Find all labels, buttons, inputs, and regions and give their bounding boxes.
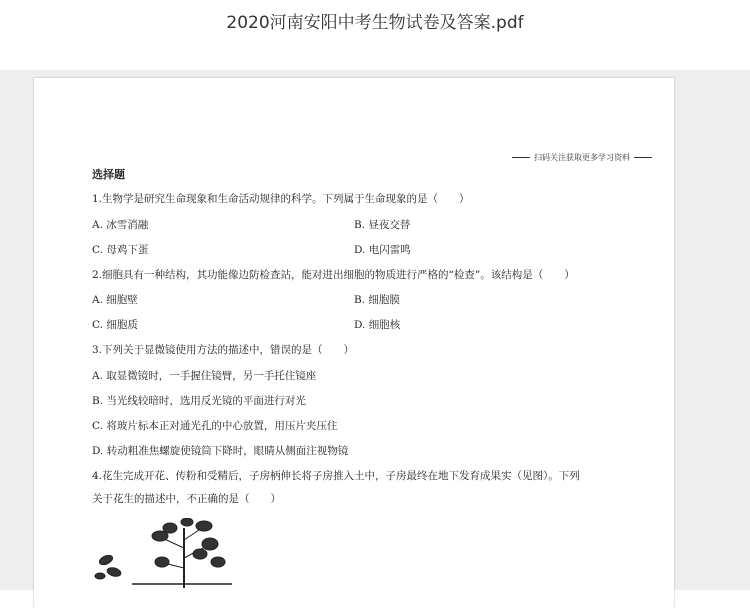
question-2-option-b: B. 细胞膜	[354, 294, 400, 306]
question-3-option-c: C. 将玻片标本正对通光孔的中心放置，用压片夹压住	[92, 420, 338, 432]
divider	[634, 157, 652, 158]
question-2-option-c: C. 细胞质	[92, 319, 138, 331]
question-1-option-a: A. 冰雪消融	[92, 219, 149, 231]
header-note-text: 扫码关注获取更多学习资料	[534, 153, 630, 162]
title-bar	[0, 0, 750, 70]
divider	[512, 157, 530, 158]
page-header-note	[508, 152, 656, 163]
question-3-option-a: A. 取显微镜时，一手握住镜臂，另一手托住镜座	[92, 370, 317, 382]
question-4-line-2: 关于花生的描述中，不正确的是（ ）	[92, 493, 281, 505]
question-2-option-a: A. 细胞壁	[92, 294, 138, 306]
peanut-plant-figure	[92, 518, 232, 588]
question-3: 3.下列关于显微镜使用方法的描述中，错误的是（ ）	[92, 344, 355, 356]
question-1-option-d: D. 电闪雷鸣	[354, 244, 411, 256]
section-title: 选择题	[92, 168, 125, 181]
question-2: 2.细胞具有一种结构，其功能像边防检查站，能对进出细胞的物质进行严格的“检查”。该结构是（ ）	[92, 269, 575, 281]
pdf-page	[34, 78, 674, 608]
question-3-option-d: D. 转动粗准焦螺旋使镜筒下降时，眼睛从侧面注视物镜	[92, 445, 349, 457]
question-2-option-d: D. 细胞核	[354, 319, 401, 331]
question-1-option-c: C. 母鸡下蛋	[92, 244, 149, 256]
question-1-option-b: B. 昼夜交替	[354, 219, 411, 231]
question-1: 1.生物学是研究生命现象和生命活动规律的科学。下列属于生命现象的是（ ）	[92, 193, 470, 205]
question-4-line-1: 4.花生完成开花、传粉和受精后，子房柄伸长将子房推入土中，子房最终在地下发育成果实（见图）。下列	[92, 470, 580, 482]
document-title: 2020河南安阳中考生物试卷及答案.pdf	[226, 13, 524, 33]
question-3-option-b: B. 当光线较暗时，选用反光镜的平面进行对光	[92, 395, 306, 407]
